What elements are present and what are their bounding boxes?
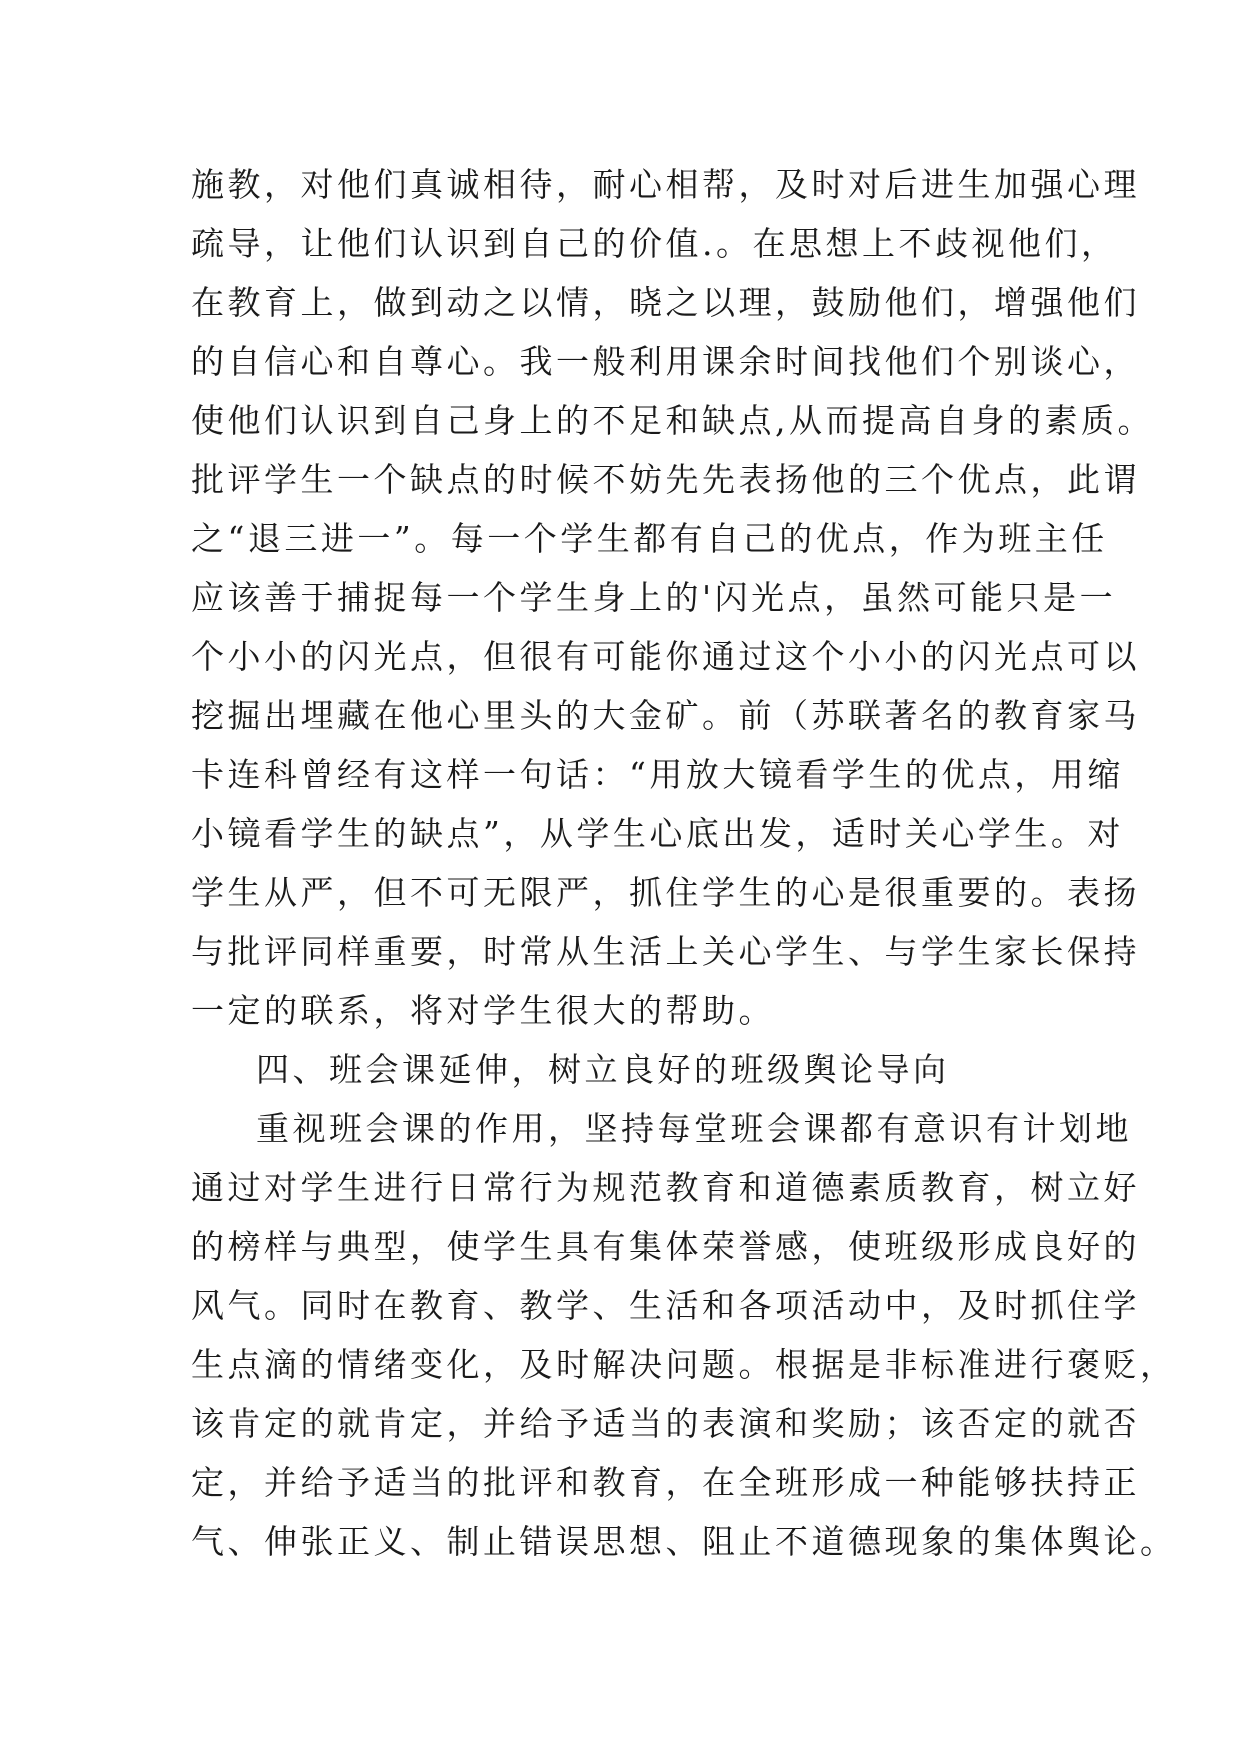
text-line: 生点滴的情绪变化，及时解决问题。根据是非标准进行褒贬， xyxy=(191,1345,1177,1384)
text-line: 卡连科曾经有这样一句话：“用放大镜看学生的优点，用缩 xyxy=(191,755,1124,794)
text-line: 重视班会课的作用，坚持每堂班会课都有意识有计划地 xyxy=(256,1109,1132,1148)
text-line: 批评学生一个缺点的时候不妨先先表扬他的三个优点，此谓 xyxy=(191,460,1140,499)
text-line: 该肯定的就肯定，并给予适当的表演和奖励；该否定的就否 xyxy=(191,1404,1140,1443)
text-line: 气、伸张正义、制止错误思想、阻止不道德现象的集体舆论。 xyxy=(191,1522,1177,1561)
text-line: 在教育上，做到动之以情，晓之以理，鼓励他们，增强他们 xyxy=(191,283,1140,322)
text-line: 的自信心和自尊心。我一般利用课余时间找他们个别谈心， xyxy=(191,342,1140,381)
text-line: 与批评同样重要，时常从生活上关心学生、与学生家长保持 xyxy=(191,932,1140,971)
text-line: 一定的联系，将对学生很大的帮助。 xyxy=(191,991,775,1030)
section-heading: 四、班会课延伸，树立良好的班级舆论导向 xyxy=(256,1050,950,1089)
text-line: 挖掘出埋藏在他心里头的大金矿。前（苏联著名的教育家马 xyxy=(191,696,1140,735)
text-line: 小镜看学生的缺点”，从学生心底出发，适时关心学生。对 xyxy=(191,814,1124,853)
text-line: 疏导，让他们认识到自己的价值.。在思想上不歧视他们， xyxy=(191,224,1118,263)
text-line: 风气。同时在教育、教学、生活和各项活动中，及时抓住学 xyxy=(191,1286,1140,1325)
text-line: 施教，对他们真诚相待，耐心相帮，及时对后进生加强心理 xyxy=(191,165,1140,204)
text-line: 应该善于捕捉每一个学生身上的'闪光点，虽然可能只是一 xyxy=(191,578,1117,617)
text-line: 个小小的闪光点，但很有可能你通过这个小小的闪光点可以 xyxy=(191,637,1140,676)
text-line: 通过对学生进行日常行为规范教育和道德素质教育，树立好 xyxy=(191,1168,1140,1207)
text-line: 的榜样与典型，使学生具有集体荣誉感，使班级形成良好的 xyxy=(191,1227,1140,1266)
text-line: 之“退三进一”。每一个学生都有自己的优点，作为班主任 xyxy=(191,519,1108,558)
text-line: 定，并给予适当的批评和教育，在全班形成一种能够扶持正 xyxy=(191,1463,1140,1502)
text-line: 使他们认识到自己身上的不足和缺点,从而提高自身的素质。 xyxy=(191,401,1154,440)
text-line: 学生从严，但不可无限严，抓住学生的心是很重要的。表扬 xyxy=(191,873,1140,912)
